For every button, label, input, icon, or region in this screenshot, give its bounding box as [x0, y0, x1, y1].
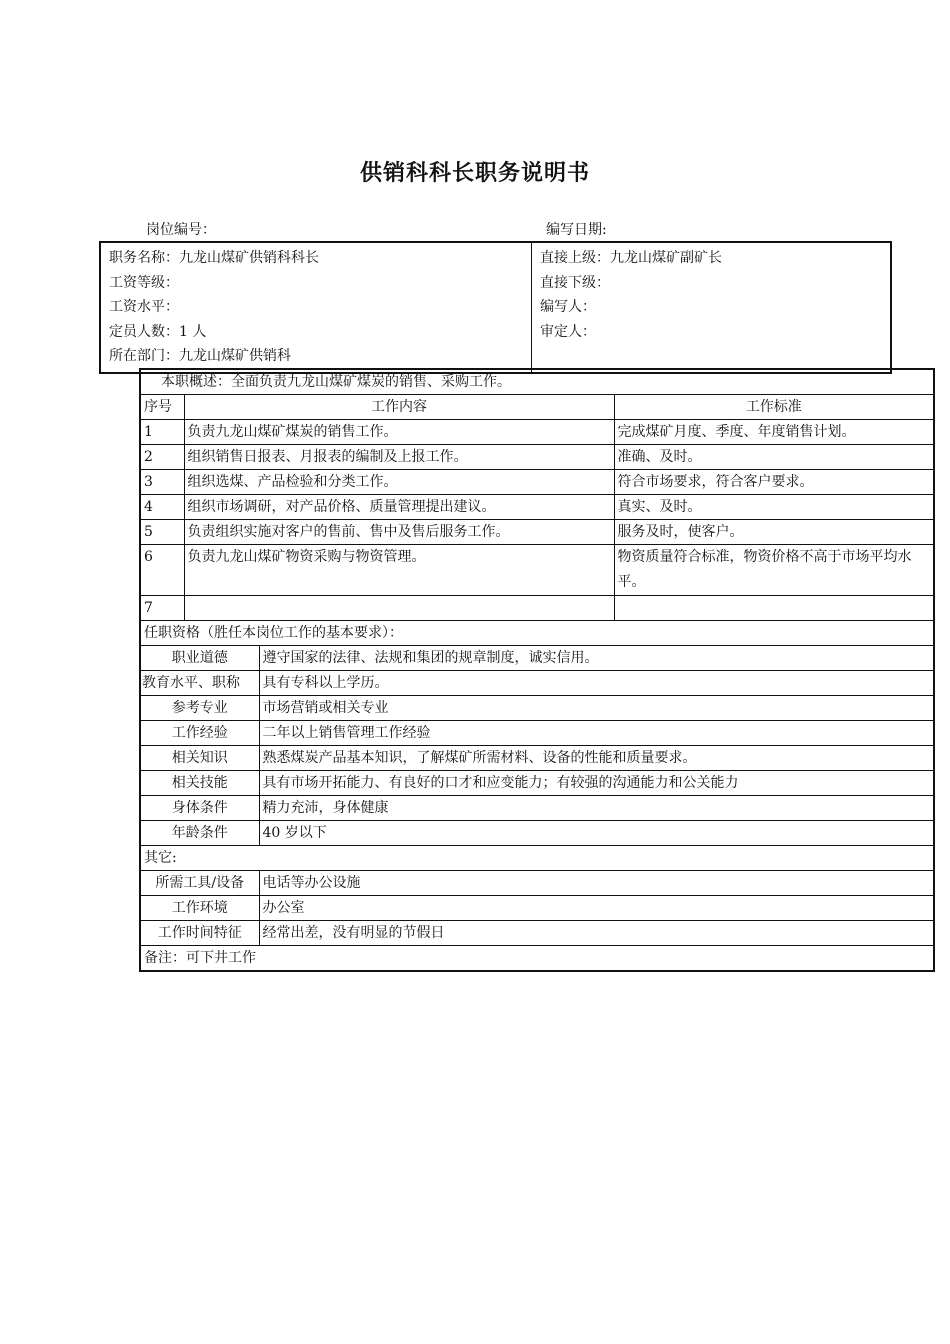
row-content: 负责组织实施对客户的售前、售中及售后服务工作。: [184, 520, 614, 545]
row-content: 组织市场调研，对产品价格、质量管理提出建议。: [184, 495, 614, 520]
row-no: 3: [140, 470, 184, 495]
row-no: 2: [140, 445, 184, 470]
row-content: 负责九龙山煤矿煤炭的销售工作。: [184, 420, 614, 445]
direct-superior: 直接上级：九龙山煤矿副矿长: [540, 250, 722, 266]
other-row: [140, 896, 934, 921]
row-no: 4: [140, 495, 184, 520]
direct-subordinate: 直接下级：: [540, 274, 610, 291]
row-no: 7: [140, 596, 184, 621]
qualification-value: 熟悉煤炭产品基本知识，了解煤矿所需材料、设备的性能和质量要求。: [259, 746, 934, 771]
table-row: [140, 545, 934, 596]
qualification-label: 相关知识: [140, 746, 259, 771]
other-value: 电话等办公设施: [259, 871, 934, 896]
qualification-label: 相关技能: [140, 771, 259, 796]
row-content: [184, 596, 614, 621]
qualification-value: 具有市场开拓能力、有良好的口才和应变能力；有较强的沟通能力和公关能力: [259, 771, 934, 796]
qualification-label: 工作经验: [140, 721, 259, 746]
other-row: [140, 921, 934, 946]
info-right: [532, 242, 892, 373]
row-content: 组织选煤、产品检验和分类工作。: [184, 470, 614, 495]
page-title: 供销科科长职务说明书: [359, 161, 590, 186]
row-standard: 符合市场要求，符合客户要求。: [614, 470, 934, 495]
other-row: [140, 871, 934, 896]
qualification-row: [140, 671, 934, 696]
row-content: 负责九龙山煤矿物资采购与物资管理。: [184, 545, 614, 596]
qualification-value: 具有专科以上学历。: [259, 671, 934, 696]
date-label: 编写日期:: [546, 222, 607, 238]
other-value: 办公室: [259, 896, 934, 921]
qualification-value: 精力充沛，身体健康: [259, 796, 934, 821]
row-standard: 物资质量符合标准，物资价格不高于市场平均水平。: [614, 545, 934, 596]
salary-level: 工资水平：: [109, 299, 179, 316]
department: 所在部门：九龙山煤矿供销科: [109, 348, 291, 365]
remark: 备注：可下井工作: [140, 946, 934, 972]
other-label: 所需工具/设备: [140, 871, 259, 896]
qualification-row: [140, 746, 934, 771]
qualifications-heading: 任职资格（胜任本岗位工作的基本要求）：: [140, 621, 934, 646]
qualification-label: 年龄条件: [140, 821, 259, 846]
approver: 审定人：: [540, 323, 596, 340]
basic-info-table: [99, 241, 892, 374]
position-code-label: 岗位编号：: [146, 222, 216, 238]
qualification-value: 遵守国家的法律、法规和集团的规章制度，诚实信用。: [259, 646, 934, 671]
qualification-row: [140, 721, 934, 746]
table-row: [140, 495, 934, 520]
table-row: [140, 470, 934, 495]
qualification-row: [140, 796, 934, 821]
col-header-standard: 工作标准: [614, 395, 934, 420]
col-header-content: 工作内容: [184, 395, 614, 420]
row-no: 5: [140, 520, 184, 545]
salary-grade: 工资等级：: [109, 274, 179, 291]
job-summary: 本职概述：全面负责九龙山煤矿煤炭的销售、采购工作。: [140, 369, 934, 395]
qualification-label: 职业道德: [140, 646, 259, 671]
table-row: [140, 520, 934, 545]
row-standard: 真实、及时。: [614, 495, 934, 520]
row-no: 6: [140, 545, 184, 596]
qualification-row: [140, 821, 934, 846]
col-header-no: 序号: [140, 395, 184, 420]
qualification-value: 40 岁以下: [259, 821, 934, 846]
row-standard: 服务及时，使客户。: [614, 520, 934, 545]
qualification-label: 参考专业: [140, 696, 259, 721]
other-label: 工作环境: [140, 896, 259, 921]
row-standard: 准确、及时。: [614, 445, 934, 470]
duties-table: [139, 368, 935, 972]
table-row: [140, 445, 934, 470]
table-row: [140, 420, 934, 445]
qualification-row: [140, 696, 934, 721]
table-row: [140, 596, 934, 621]
qualification-value: 市场营销或相关专业: [259, 696, 934, 721]
qualification-label: 教育水平、职称: [140, 671, 259, 696]
row-standard: 完成煤矿月度、季度、年度销售计划。: [614, 420, 934, 445]
other-value: 经常出差，没有明显的节假日: [259, 921, 934, 946]
row-no: 1: [140, 420, 184, 445]
qualification-row: [140, 646, 934, 671]
qualification-value: 二年以上销售管理工作经验: [259, 721, 934, 746]
other-label: 工作时间特征: [140, 921, 259, 946]
author: 编写人：: [540, 299, 596, 316]
qualification-label: 身体条件: [140, 796, 259, 821]
job-title: 职务名称：九龙山煤矿供销科科长: [109, 250, 319, 266]
row-content: 组织销售日报表、月报表的编制及上报工作。: [184, 445, 614, 470]
other-heading: 其它:: [140, 846, 934, 871]
qualification-row: [140, 771, 934, 796]
headcount: 定员人数：1 人: [109, 323, 207, 340]
info-left: [100, 242, 532, 373]
row-standard: [614, 596, 934, 621]
